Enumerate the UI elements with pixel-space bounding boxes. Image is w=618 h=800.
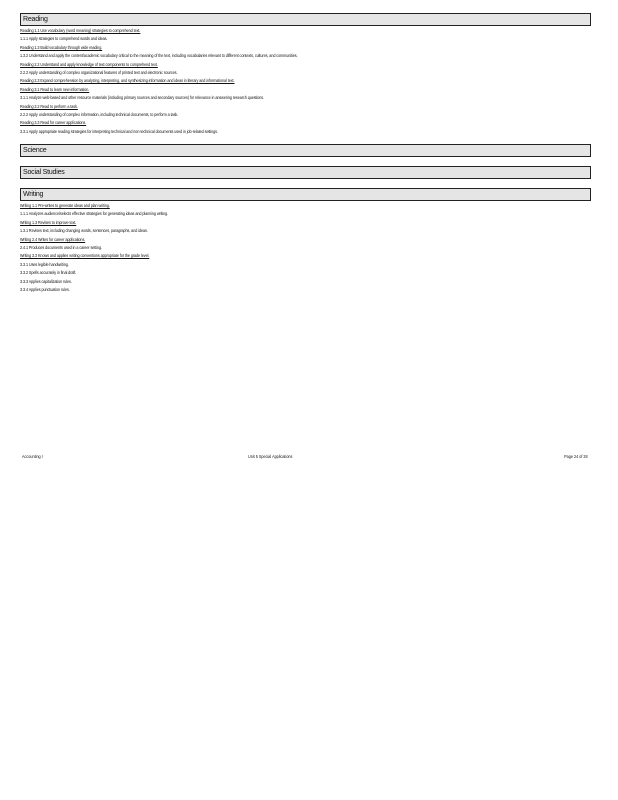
standard-item: 1.3.1 Revises text, including changing words, sentences, paragraphs, and ideas. bbox=[20, 228, 148, 234]
page-footer bbox=[22, 453, 588, 461]
standard-item: 3.3.3 Applies capitalization rules. bbox=[20, 278, 72, 284]
standard-item: 1.1.1 Apply strategies to comprehend words and ideas. bbox=[20, 36, 108, 42]
standard-heading: Reading 3.3 Read for career applications. bbox=[20, 120, 87, 126]
section-header-writing: Writing bbox=[20, 188, 591, 201]
section-header-science: Science bbox=[20, 144, 591, 157]
standard-item: 1.3.2 Understand and apply the content/academic vocabulary critical to the meaning of the text, including vocabularies relevant to different contexts, cultures, and communities. bbox=[20, 53, 298, 59]
standard-item: 2.2.2 Apply understanding of complex organizational features of printed text and electronic sources. bbox=[20, 69, 178, 75]
standard-heading: Reading 3.2 Read to perform a task. bbox=[20, 103, 78, 109]
standard-heading: Reading 2.3 Expand comprehension by analyzing, interpreting, and synthesizing information and ideas in literary and informational text. bbox=[20, 78, 235, 84]
standard-item: 2.4.1 Produces documents used in a career setting. bbox=[20, 245, 102, 251]
standard-item: 1.1.1 Analyzes audience/selects effective strategies for generating ideas and planning writing. bbox=[20, 211, 169, 217]
footer-unit: Unit 5 Special Applications bbox=[248, 454, 293, 459]
footer-page-number: Page 24 of 28 bbox=[564, 454, 588, 459]
section-content bbox=[20, 27, 591, 136]
standard-item: 3.3.2 Spells accurately in final draft. bbox=[20, 270, 77, 276]
section-header-social-studies: Social Studies bbox=[20, 166, 591, 179]
standard-heading: Reading 2.2 Understand and apply knowledge of text components to comprehend text. bbox=[20, 61, 158, 67]
standard-heading: Reading 3.1 Read to learn new information. bbox=[20, 86, 90, 92]
standard-item: 3.1.1 Analyze web-based and other resource materials (including primary sources and secondary sources) for relevance in answering research questions. bbox=[20, 95, 265, 101]
standard-heading: Reading 1.1 Use vocabulary (word meaning) strategies to comprehend text. bbox=[20, 28, 141, 33]
standard-item: 3.3.1 Uses legible handwriting. bbox=[20, 261, 69, 267]
standard-heading: Writing 2.4 Writes for career applications. bbox=[20, 236, 86, 242]
document-page bbox=[20, 13, 591, 302]
standard-heading: Reading 1.3 Build vocabulary through wide reading. bbox=[20, 44, 103, 50]
standard-heading: Writing 1.1 Pre-writes to generate ideas and plan writing. bbox=[20, 203, 110, 209]
standard-heading: Writing 3.3 Knows and applies writing conventions appropriate for the grade level. bbox=[20, 253, 150, 259]
standard-item: 3.3.1 Apply appropriate reading strategies for interpreting technical and non-technical documents used in job-related settings. bbox=[20, 128, 218, 134]
standard-item: 3.3.4 Applies punctuation rules. bbox=[20, 286, 70, 292]
section-content bbox=[20, 202, 591, 294]
footer-course: Accounting I bbox=[22, 454, 43, 459]
section-header-reading: Reading bbox=[20, 13, 591, 26]
standard-item: 2.2.2 Apply understanding of complex information, including technical documents, to perform a task. bbox=[20, 111, 179, 117]
standard-heading: Writing 1.3 Revises to improve text. bbox=[20, 219, 77, 225]
